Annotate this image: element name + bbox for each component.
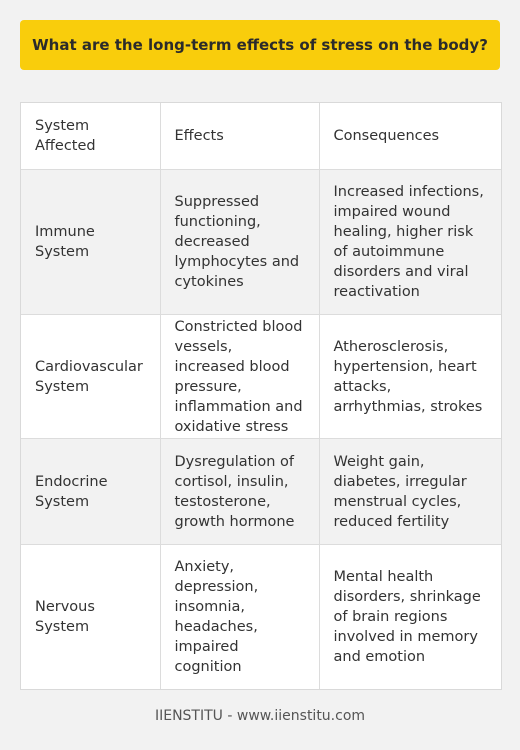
header-effects: Effects [160,103,319,170]
footer-credit: IIENSTITU - www.iienstitu.com [154,708,366,724]
table-row [21,170,501,315]
cell-consequences: Mental health disorders, shrinkage of brain regions involved in memory and emotion [319,545,501,690]
cell-system: Cardiovascular System [21,315,160,439]
header-system: System Affected [21,103,160,170]
stress-effects-table [20,102,502,690]
cell-effects: Constricted blood vessels, increased blood pressure, inflammation and oxidative stress [160,315,319,439]
table-row [21,545,501,690]
cell-system: Nervous System [21,545,160,690]
cell-consequences: Increased infections, impaired wound healing, higher risk of autoimmune disorders and viral reactivation [319,170,501,315]
page-title: What are the long-term effects of stress on the body? [20,20,500,70]
cell-effects: Suppressed functioning, decreased lymphocytes and cytokines [160,170,319,315]
cell-system: Endocrine System [21,439,160,545]
table-row [21,315,501,439]
cell-consequences: Weight gain, diabetes, irregular menstrual cycles, reduced fertility [319,439,501,545]
cell-system: Immune System [21,170,160,315]
header-consequences: Consequences [319,103,501,170]
cell-effects: Dysregulation of cortisol, insulin, testosterone, growth hormone [160,439,319,545]
cell-consequences: Atherosclerosis, hypertension, heart attacks, arrhythmias, strokes [319,315,501,439]
table-header-row [21,103,501,170]
table-row [21,439,501,545]
cell-effects: Anxiety, depression, insomnia, headaches, impaired cognition [160,545,319,690]
